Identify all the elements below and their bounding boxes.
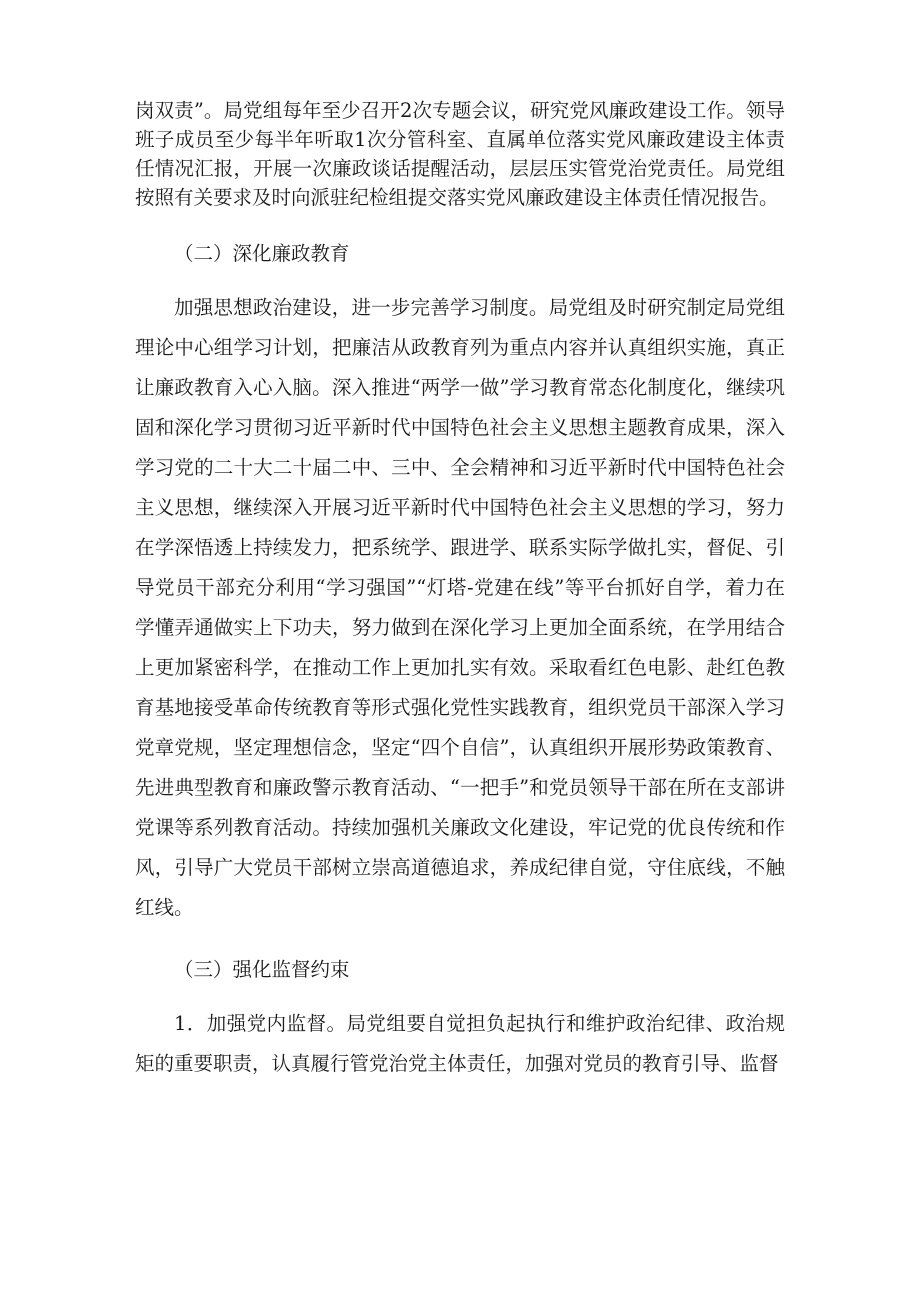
paragraph-supervision: 1．加强党内监督。局党组要自觉担负起执行和维护政治纪律、政治规矩的重要职责，认真履行管党治党主体责任，加强对党员的教育引导、监督 [135, 1012, 785, 1075]
section-heading-education: （二）深化廉政教育 [174, 242, 350, 265]
paragraph-responsibility: 岗双责”。局党组每年至少召开2次专题会议，研究党风廉政建设工作。领导班子成员至少每半年听取1次分管科室、直属单位落实党风廉政建设主体责任情况汇报，开展一次廉政谈话提醒活动，层层压实管党治党责任。局党组按照有关要求及时向派驻纪检组提交落实党风廉政建设主体责任情况报告。 [135, 99, 785, 209]
section-heading-supervision: （三）强化监督约束 [174, 958, 350, 981]
paragraph-education: 加强思想政治建设，进一步完善学习制度。局党组及时研究制定局党组理论中心组学习计划，把廉洁从政教育列为重点内容并认真组织实施，真正让廉政教育入心入脑。深入推进“两学一做”学习教育常态化制度化，继续巩固和深化学习贯彻习近平新时代中国特色社会主义思想主题教育成果，深入学习党的二十大二十届二中、三中、全会精神和习近平新时代中国特色社会主义思想，继续深入开展习近平新时代中国特色社会主义思想的学习，努力在学深悟透上持续发力，把系统学、跟进学、联系实际学做扎实，督促、引导党员干部充分利用“学习强国”“灯塔-党建在线”等平台抓好自学，着力在学懂弄通做实上下功夫，努力做到在深化学习上更加全面系统，在学用结合上更加紧密科学，在推动工作上更加扎实有效。采取看红色电影、赴红色教育基地接受革命传统教育等形式强化党性实践教育，组织党员干部深入学习党章党规，坚定理想信念，坚定“四个自信”，认真组织开展形势政策教育、先进典型教育和廉政警示教育活动、“一把手”和党员领导干部在所在支部讲党课等系列教育活动。持续加强机关廉政文化建设，牢记党的优良传统和作风，引导广大党员干部树立崇高道德追求，养成纪律自觉，守住底线，不触红线。 [135, 296, 785, 919]
document-page [135, 96, 785, 1084]
